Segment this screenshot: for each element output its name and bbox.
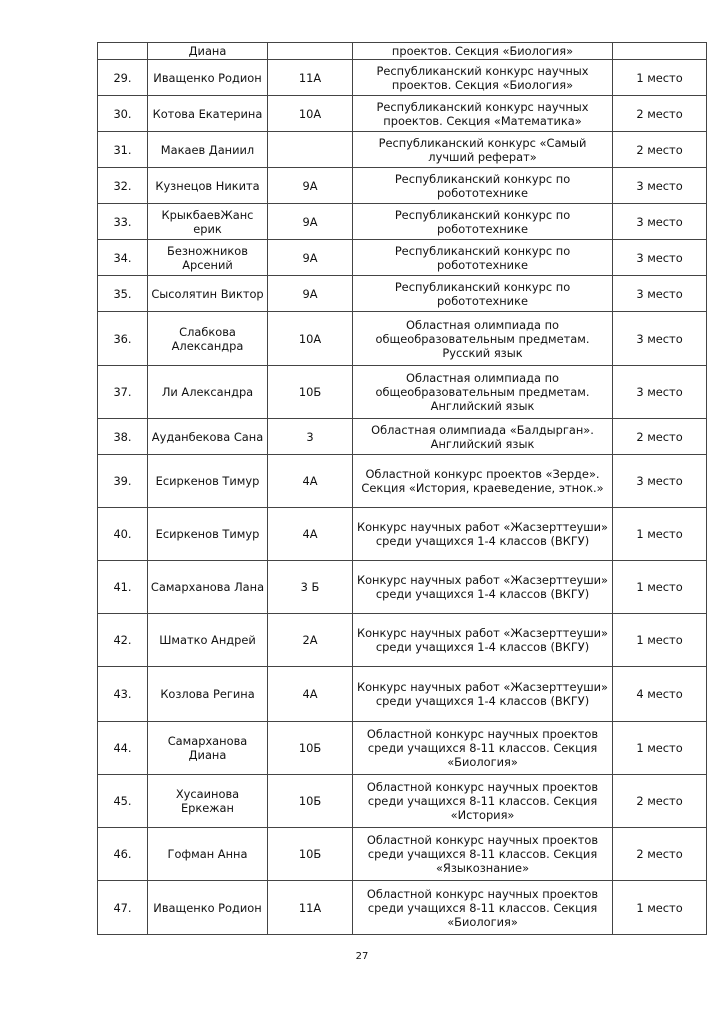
class-cell: 10А: [268, 96, 353, 132]
table-row: [98, 614, 707, 667]
table-row: [98, 561, 707, 614]
student-name: Кузнецов Никита: [148, 168, 268, 204]
table-row: [98, 312, 707, 366]
event-cell: проектов. Секция «Биология»: [353, 43, 613, 60]
student-name: Иващенко Родион: [148, 60, 268, 96]
event-cell: Областной конкурс научных проектов среди учащихся 8-11 классов. Секция «Биология»: [353, 881, 613, 935]
table-row: [98, 455, 707, 508]
class-cell: 11А: [268, 60, 353, 96]
event-cell: Республиканский конкурс по робототехнике: [353, 276, 613, 312]
place-cell: 3 место: [613, 204, 707, 240]
student-name: Самарханова Лана: [148, 561, 268, 614]
place-cell: 3 место: [613, 312, 707, 366]
place-cell: 2 место: [613, 132, 707, 168]
class-cell: [268, 132, 353, 168]
place-cell: 1 место: [613, 881, 707, 935]
table-row: [98, 366, 707, 419]
event-cell: Конкурс научных работ «Жасзерттеуши» среди учащихся 1-4 классов (ВКГУ): [353, 614, 613, 667]
student-name: Макаев Даниил: [148, 132, 268, 168]
page-number: 27: [355, 951, 369, 962]
class-cell: 11А: [268, 881, 353, 935]
table-row: [98, 508, 707, 561]
class-cell: 4А: [268, 508, 353, 561]
table-row: [98, 60, 707, 96]
row-number: 37.: [98, 366, 148, 419]
table-row: [98, 43, 707, 60]
student-name: Безножников Арсений: [148, 240, 268, 276]
student-name: Слабкова Александра: [148, 312, 268, 366]
student-name: Козлова Регина: [148, 667, 268, 722]
row-number: 34.: [98, 240, 148, 276]
event-cell: Конкурс научных работ «Жасзерттеуши» среди учащихся 1-4 классов (ВКГУ): [353, 561, 613, 614]
table-row: [98, 775, 707, 828]
class-cell: 10Б: [268, 722, 353, 775]
event-cell: Республиканский конкурс по робототехнике: [353, 204, 613, 240]
place-cell: 3 место: [613, 366, 707, 419]
row-number: 40.: [98, 508, 148, 561]
place-cell: [613, 43, 707, 60]
place-cell: 1 место: [613, 561, 707, 614]
place-cell: 2 место: [613, 828, 707, 881]
place-cell: 1 место: [613, 722, 707, 775]
class-cell: 4А: [268, 667, 353, 722]
table-row: [98, 828, 707, 881]
class-cell: 10А: [268, 312, 353, 366]
place-cell: 3 место: [613, 168, 707, 204]
student-name: Ли Александра: [148, 366, 268, 419]
row-number: 36.: [98, 312, 148, 366]
table-row: [98, 881, 707, 935]
class-cell: 9А: [268, 204, 353, 240]
table-row: [98, 132, 707, 168]
class-cell: 10Б: [268, 775, 353, 828]
event-cell: Республиканский конкурс по робототехнике: [353, 240, 613, 276]
row-number: 42.: [98, 614, 148, 667]
student-name: Иващенко Родион: [148, 881, 268, 935]
table-row: [98, 96, 707, 132]
student-name: Есиркенов Тимур: [148, 455, 268, 508]
row-number: 33.: [98, 204, 148, 240]
row-number: 38.: [98, 419, 148, 455]
row-number: 41.: [98, 561, 148, 614]
event-cell: Конкурс научных работ «Жасзерттеуши» среди учащихся 1-4 классов (ВКГУ): [353, 508, 613, 561]
student-name: КрыкбаевЖанс ерик: [148, 204, 268, 240]
place-cell: 3 место: [613, 240, 707, 276]
place-cell: 2 место: [613, 96, 707, 132]
class-cell: 10Б: [268, 828, 353, 881]
event-cell: Республиканский конкурс по робототехнике: [353, 168, 613, 204]
row-number: 35.: [98, 276, 148, 312]
place-cell: 2 место: [613, 775, 707, 828]
class-cell: 3: [268, 419, 353, 455]
table-row: [98, 276, 707, 312]
class-cell: 10Б: [268, 366, 353, 419]
place-cell: 2 место: [613, 419, 707, 455]
row-number: 30.: [98, 96, 148, 132]
event-cell: Областной конкурс проектов «Зерде». Секция «История, краеведение, этнок.»: [353, 455, 613, 508]
class-cell: 4А: [268, 455, 353, 508]
place-cell: 1 место: [613, 614, 707, 667]
class-cell: 3 Б: [268, 561, 353, 614]
student-name: Есиркенов Тимур: [148, 508, 268, 561]
student-name: Гофман Анна: [148, 828, 268, 881]
event-cell: Областной конкурс научных проектов среди учащихся 8-11 классов. Секция «История»: [353, 775, 613, 828]
table-row: [98, 240, 707, 276]
row-number: 32.: [98, 168, 148, 204]
row-number: 31.: [98, 132, 148, 168]
row-number: 39.: [98, 455, 148, 508]
event-cell: Областная олимпиада по общеобразовательным предметам. Русский язык: [353, 312, 613, 366]
row-number: 43.: [98, 667, 148, 722]
class-cell: 2А: [268, 614, 353, 667]
row-number: 44.: [98, 722, 148, 775]
row-number: 46.: [98, 828, 148, 881]
event-cell: Республиканский конкурс научных проектов. Секция «Математика»: [353, 96, 613, 132]
awards-table: [97, 42, 707, 935]
student-name: Ауданбекова Сана: [148, 419, 268, 455]
row-number: 45.: [98, 775, 148, 828]
row-number: 29.: [98, 60, 148, 96]
event-cell: Республиканский конкурс «Самый лучший реферат»: [353, 132, 613, 168]
place-cell: 1 место: [613, 60, 707, 96]
table-row: [98, 722, 707, 775]
event-cell: Областная олимпиада по общеобразовательным предметам. Английский язык: [353, 366, 613, 419]
place-cell: 3 место: [613, 276, 707, 312]
row-number: 47.: [98, 881, 148, 935]
student-name: Котова Екатерина: [148, 96, 268, 132]
student-name: Шматко Андрей: [148, 614, 268, 667]
event-cell: Областной конкурс научных проектов среди учащихся 8-11 классов. Секция «Биология»: [353, 722, 613, 775]
student-name: Сысолятин Виктор: [148, 276, 268, 312]
row-number: [98, 43, 148, 60]
student-name: Самарханова Диана: [148, 722, 268, 775]
student-name: Диана: [148, 43, 268, 60]
place-cell: 3 место: [613, 455, 707, 508]
table-row: [98, 204, 707, 240]
event-cell: Областная олимпиада «Балдырган». Английский язык: [353, 419, 613, 455]
table-row: [98, 667, 707, 722]
class-cell: 9А: [268, 276, 353, 312]
place-cell: 4 место: [613, 667, 707, 722]
table-row: [98, 419, 707, 455]
event-cell: Конкурс научных работ «Жасзерттеуши» среди учащихся 1-4 классов (ВКГУ): [353, 667, 613, 722]
table-row: [98, 168, 707, 204]
place-cell: 1 место: [613, 508, 707, 561]
event-cell: Республиканский конкурс научных проектов. Секция «Биология»: [353, 60, 613, 96]
class-cell: [268, 43, 353, 60]
student-name: Хусаинова Еркежан: [148, 775, 268, 828]
class-cell: 9А: [268, 240, 353, 276]
event-cell: Областной конкурс научных проектов среди учащихся 8-11 классов. Секция «Языкознание»: [353, 828, 613, 881]
class-cell: 9А: [268, 168, 353, 204]
